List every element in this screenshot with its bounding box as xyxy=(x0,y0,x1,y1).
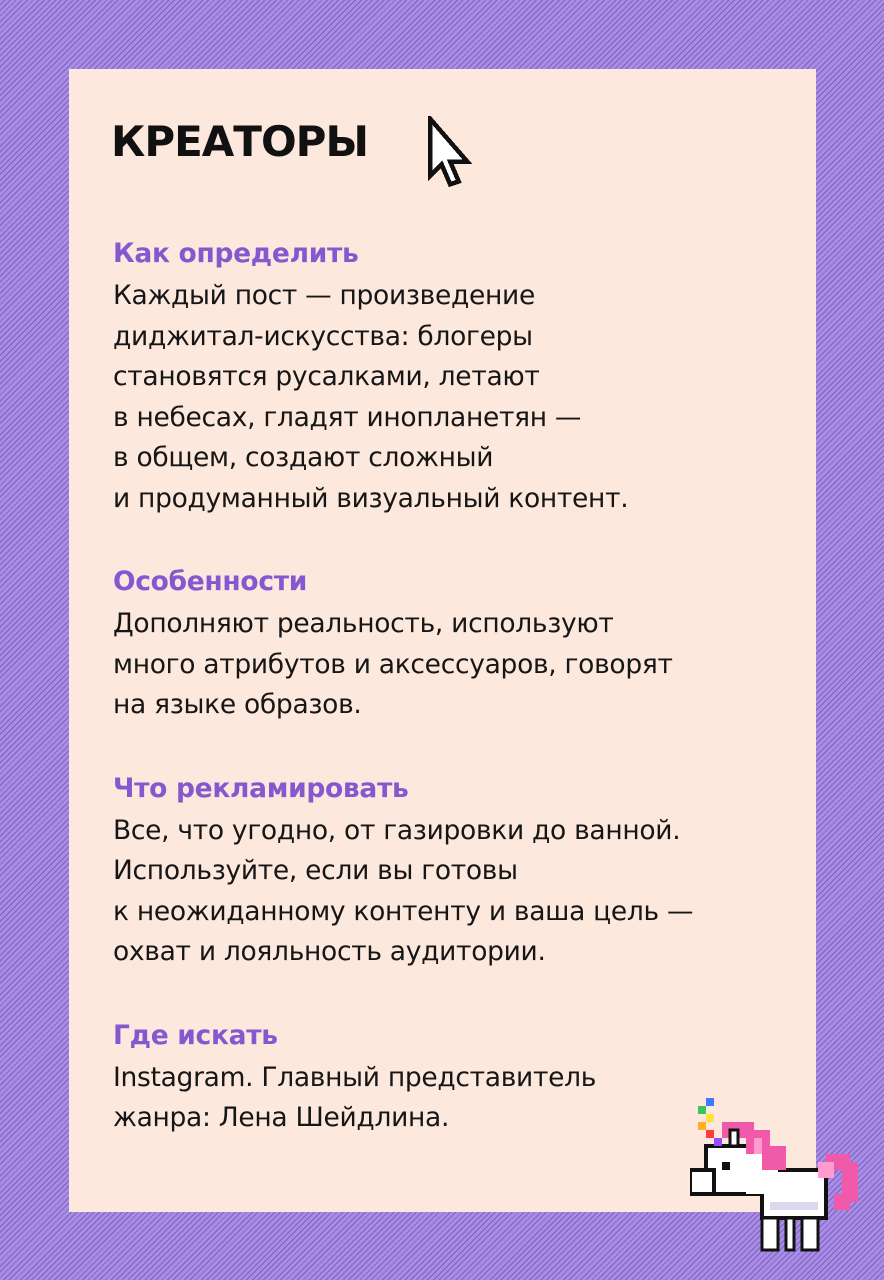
section-how-to-identify xyxy=(113,234,803,519)
pixel-unicorn-icon xyxy=(690,1098,866,1258)
section-heading: Где искать xyxy=(113,1019,278,1051)
text-line: Используйте, если вы готовы xyxy=(113,855,518,886)
text-line: Каждый пост — произведение xyxy=(113,280,535,311)
section-body xyxy=(113,811,803,973)
text-line: и продуманный визуальный контент. xyxy=(113,482,629,514)
text-line: Дополняют реальность, используют xyxy=(113,608,614,639)
page-title: КРЕАТОРЫ xyxy=(111,117,368,166)
text-line: жанра: Лена Шейдлина. xyxy=(113,1102,450,1133)
text-line: Instagram. Главный представитель xyxy=(113,1061,597,1093)
text-line: в общем, создают сложный xyxy=(113,442,494,473)
text-line: на языке образов. xyxy=(113,689,362,720)
info-card xyxy=(69,69,816,1212)
section-body xyxy=(113,604,803,726)
text-line: Все, что угодно, от газировки до ванной. xyxy=(113,814,681,846)
section-features xyxy=(113,562,803,726)
section-heading: Что рекламировать xyxy=(113,772,409,804)
text-line: в небесах, гладят инопланетян — xyxy=(113,401,582,433)
text-line: становятся русалками, летают xyxy=(113,361,540,392)
sections xyxy=(113,234,803,1182)
section-body xyxy=(113,276,803,519)
section-what-to-advertise xyxy=(113,769,803,973)
pixel-cursor-icon xyxy=(424,116,482,190)
text-line: к неожиданному контенту и ваша цель — xyxy=(113,895,694,927)
text-line: диджитал-искусства: блогеры xyxy=(113,320,533,352)
section-heading: Особенности xyxy=(113,566,308,597)
section-heading: Как определить xyxy=(113,238,359,269)
text-line: много атрибутов и аксессуаров, говорят xyxy=(113,648,673,680)
text-line: охват и лояльность аудитории. xyxy=(113,936,546,967)
